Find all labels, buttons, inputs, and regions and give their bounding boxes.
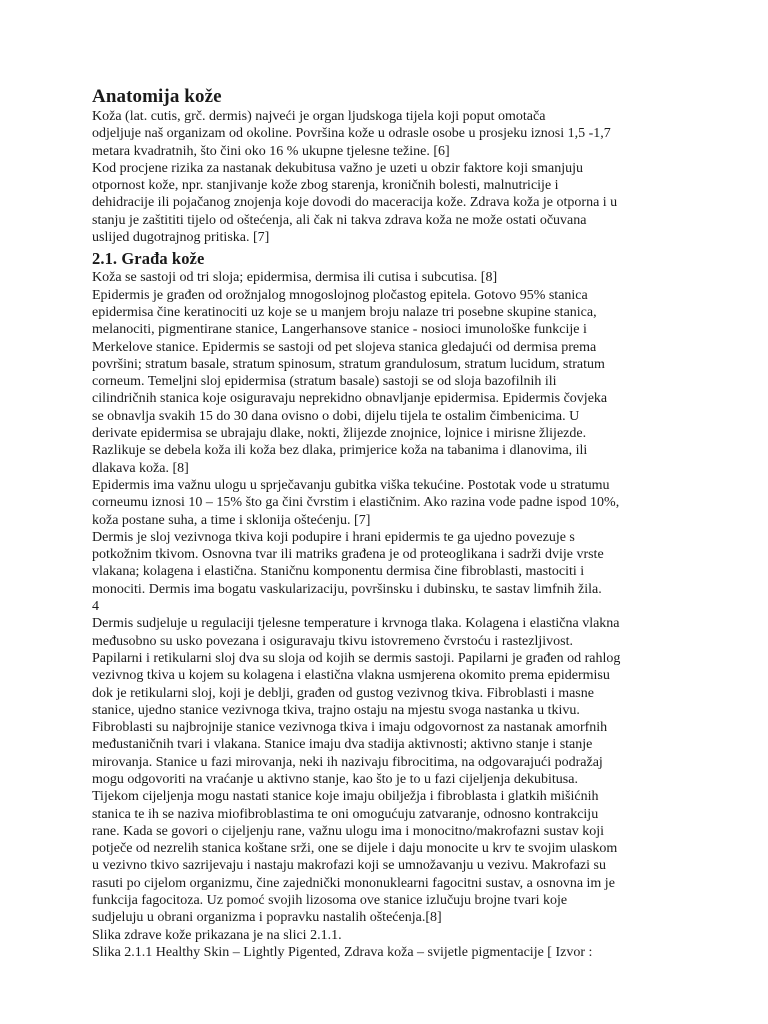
- text-line: u vezivno tkivo sazrijevaju i nastaju makrofazi koji se umnožavanju u vezivu. Makrofazi su: [92, 858, 606, 874]
- text-line: cilindričnih stanica koje osiguravaju neprekidno obnavljanje epidermisa. Epidermis čovjeka: [92, 391, 608, 407]
- text-line: corneumu iznosi 10 – 15% što ga čini čvrstim i elastičnim. Ako razina vode padne ispod 10%,: [92, 495, 620, 511]
- text-line: derivate epidermisa se ubrajaju dlake, nokti, žlijezde znojnice, lojnice i mirisne žlijezde.: [92, 426, 587, 442]
- text-line: Dermis je sloj vezivnoga tkiva koji podupire i hrani epidermis te ga ujedno povezuje s: [92, 529, 575, 545]
- text-line: Slika zdrave kože prikazana je na slici 2.1.1.: [92, 927, 342, 943]
- text-line: Koža (lat. cutis, grč. dermis) najveći je organ ljudskoga tijela koji poput omotača: [92, 109, 546, 124]
- text-line: Merkelove stanice. Epidermis se sastoji od pet slojeva stanica gledajući od dermisa prema: [92, 339, 597, 355]
- text-line: mirovanja. Stanice u fazi mirovanja, neki ih nazivaju fibrocitima, na odgovarajući podražaj: [92, 754, 603, 770]
- text-line: stanju je zaštititi tijelo od oštećenja, ali čak ni takva zdrava koža ne može ostati očuvana: [92, 212, 587, 228]
- text-line: Tijekom cijeljenja mogu nastati stanice koje imaju obilježja i fibroblasta i glatkih mišićnih: [92, 789, 599, 805]
- body-paragraphs: [92, 269, 682, 961]
- text-line: dlakava koža. [8]: [92, 460, 189, 476]
- text-line: koža postane suha, a time i sklonija oštećenju. [7]: [92, 512, 371, 528]
- text-line: se obnavlja svakih 15 do 30 dana ovisno o dobi, dijelu tijela te ostalim čimbenicima. U: [92, 408, 580, 424]
- text-line: uslijed dugotrajnog pritiska. [7]: [92, 230, 270, 246]
- text-line: odjeljuje naš organizam od okoline. Površina kože u odrasle osobe u prosjeku iznosi 1,5 -1,7: [92, 126, 611, 142]
- text-line: dok je retikularni sloj, koji je deblji, građen od gustog vezivnog tkiva. Fibroblasti i masne: [92, 685, 594, 701]
- text-line: Papilarni i retikularni sloj dva su sloja od kojih se dermis sastoji. Papilarni je građen od rahlog: [92, 650, 621, 666]
- text-line: međusobno su usko povezana i osiguravaju tkivu istovremeno čvrstoću i rastezljivost.: [92, 633, 573, 649]
- text-line: rane. Kada se govori o cijeljenju rane, važnu ulogu ima i monocitno/makrofazni sustav koji: [92, 823, 605, 839]
- text-line: Fibroblasti su najbrojnije stanice vezivnoga tkiva i imaju odgovornost za nastanak amorfnih: [92, 720, 608, 736]
- intro-paragraphs: [92, 108, 682, 246]
- text-line: potječe od nezrelih stanica koštane srži, one se dijele i daju monocite u krv te svojim ulaskom: [92, 841, 618, 857]
- text-line: Epidermis je građen od orožnjalog mnogoslojnog pločastog epitela. Gotovo 95% stanica: [92, 287, 588, 303]
- text-line: rasuti po cijelom organizmu, čine zajednički mononuklearni fagocitni sustav, a osnovna im je: [92, 875, 615, 891]
- document-title: Anatomija kože: [92, 86, 222, 107]
- text-line: funkcija fagocitoza. Uz pomoć svojih lizosoma ove stanice izlučuju brojne tvari koje: [92, 893, 568, 909]
- text-line: melanociti, pigmentirane stanice, Langerhansove stanice - nosioci imunološke funkcije i: [92, 322, 587, 338]
- text-line: Slika 2.1.1 Healthy Skin – Lightly Pigented, Zdrava koža – svijetle pigmentacije [ Izvor :: [92, 944, 593, 960]
- text-line: otpornost kože, npr. stanjivanje kože zbog starenja, kroničnih bolesti, malnutricije i: [92, 178, 559, 194]
- text-line: potkožnim tkivom. Osnovna tvar ili matriks građena je od proteoglikana i sadrži dvije vrste: [92, 547, 604, 563]
- text-line: mogu odgovoriti na vraćanje u aktivno stanje, kao što je to u fazi cijeljenja dekubitusa.: [92, 771, 578, 787]
- text-line: međustaničnih tvari i vlakana. Stanice imaju dva stadija aktivnosti; aktivno stanje i stanje: [92, 737, 593, 753]
- text-line: površini; stratum basale, stratum spinosum, stratum grandulosum, stratum lucidum, stratum: [92, 356, 605, 372]
- text-line: vlakana; kolagena i elastična. Staničnu komponentu dermisa čine fibroblasti, mastociti i: [92, 564, 585, 580]
- text-line: Razlikuje se debela koža ili koža bez dlaka, primjerice koža na tabanima i dlanovima, ili: [92, 443, 588, 459]
- text-line: Epidermis ima važnu ulogu u sprječavanju gubitka viška tekućine. Postotak vode u stratumu: [92, 477, 610, 493]
- text-line: vezivnog tkiva u kojem su kolagena i elastična vlakna usmjerena okomito prema epidermisu: [92, 668, 610, 684]
- text-line: dehidracije ili pojačanog znojenja koje dovodi do maceracija kože. Zdrava koža je otporna i u: [92, 195, 618, 211]
- text-line: metara kvadratnih, što čini oko 16 % ukupne tjelesne težine. [6]: [92, 143, 450, 159]
- text-line: sudjeluju u obrani organizma i popravku nastalih oštećenja.[8]: [92, 910, 442, 926]
- text-line: stanice, ujedno stanice vezivnoga tkiva, trajno ostaju na mjestu svoga nastanka u tkivu.: [92, 702, 580, 718]
- text-line: stanica te ih se naziva miofibroblastima te oni omogućuju zatvaranje, odnosno kontrakciju: [92, 806, 599, 822]
- text-line: monociti. Dermis ima bogatu vaskularizaciju, površinsku i dubinsku, te sastav limfnih žila.: [92, 581, 602, 597]
- document-page: [92, 86, 682, 961]
- text-line: Kod procjene rizika za nastanak dekubitusa važno je uzeti u obzir faktore koji smanjuju: [92, 160, 583, 176]
- text-line: corneum. Temeljni sloj epidermisa (stratum basale) sastoji se od sloja bazofilnih ili: [92, 374, 557, 390]
- text-line: 4: [92, 599, 99, 615]
- text-line: Dermis sudjeluje u regulaciji tjelesne temperature i krvnoga tlaka. Kolagena i elastična vlakna: [92, 616, 620, 632]
- section-title: 2.1. Građa kože: [92, 249, 205, 269]
- text-line: epidermisa čine keratinociti uz koje se u manjem broju nalaze tri posebne skupine stanica,: [92, 304, 597, 320]
- text-line: Koža se sastoji od tri sloja; epidermisa, dermisa ili cutisa i subcutisa. [8]: [92, 270, 498, 286]
